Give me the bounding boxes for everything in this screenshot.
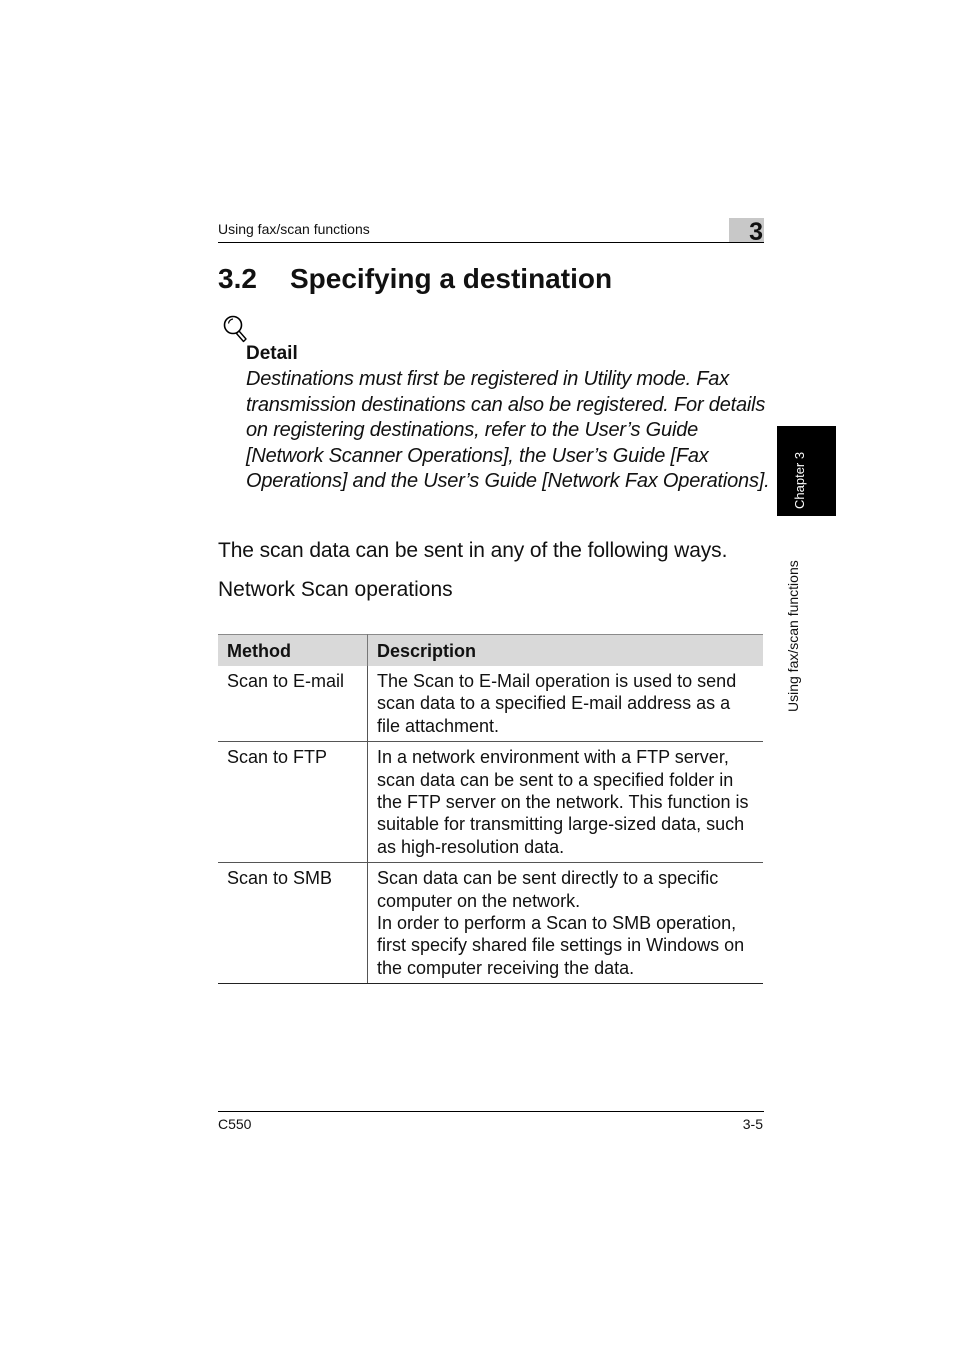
method-cell: Scan to FTP <box>218 742 368 863</box>
section-number: 3.2 <box>218 263 257 294</box>
description-text: The Scan to E-Mail operation is used to send scan data to a specified E-mail address as a file attachment. <box>377 671 737 736</box>
chapter-number-badge: 3 <box>729 218 764 242</box>
footer-divider <box>218 1111 764 1112</box>
detail-label: Detail <box>246 343 298 364</box>
table-row <box>218 666 763 742</box>
running-header-title: Using fax/scan functions <box>218 221 370 237</box>
footer-page-number: 3-5 <box>742 1116 763 1132</box>
header-divider <box>218 242 764 243</box>
description-text: Scan data can be sent directly to a specific computer on the network. <box>377 868 719 911</box>
table-row <box>218 742 763 863</box>
method-cell: Scan to SMB <box>218 863 368 984</box>
column-header-description: Description <box>368 635 764 667</box>
methods-table <box>218 634 763 984</box>
column-header-method: Method <box>218 635 368 667</box>
side-tab-chapter-label: Chapter 3 <box>792 451 807 509</box>
footer-model: C550 <box>218 1116 252 1132</box>
magnifier-icon <box>222 314 250 344</box>
description-text: In order to perform a Scan to SMB operation, first specify shared file settings in Windows on the computer receiving the data. <box>377 913 745 978</box>
description-cell <box>368 666 764 742</box>
description-text: In a network environment with a FTP server, scan data can be sent to a specified folder in the FTP server on the network. This function is suitable for transmitting large-sized data, such as high-resolution data. <box>377 747 749 857</box>
description-cell <box>368 863 764 984</box>
side-tab-section-label: Using fax/scan functions <box>785 560 801 712</box>
lead-paragraph: The scan data can be sent in any of the following ways. <box>218 539 728 562</box>
table-header-row <box>218 635 763 667</box>
detail-note-text: Destinations must first be registered in Utility mode. Fax transmission destinations can also be registered. For details on registering destinations, refer to the User’s Guide [Network Scanner Operations], the User’s Guide [Fax Operations] and the User’s Guide [Network Fax Operations]. <box>246 368 770 493</box>
method-cell: Scan to E-mail <box>218 666 368 742</box>
table-row <box>218 863 763 984</box>
section-title: Specifying a destination <box>290 263 613 294</box>
subheading: Network Scan operations <box>218 578 453 601</box>
description-cell <box>368 742 764 863</box>
